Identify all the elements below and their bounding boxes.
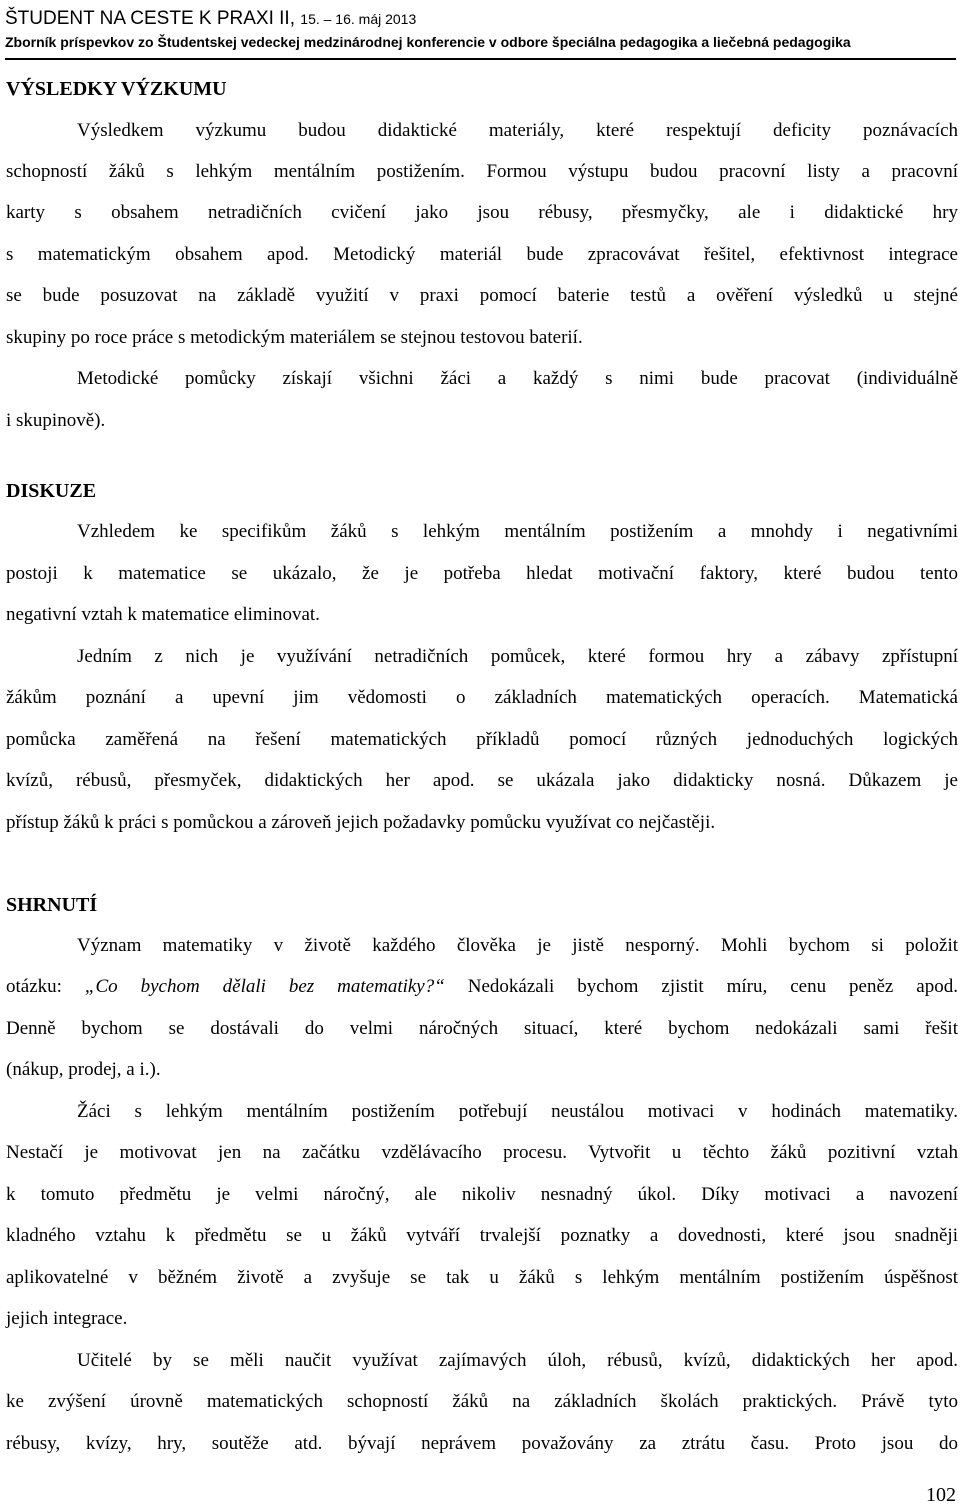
header-rule <box>5 58 956 60</box>
header-subtitle: Zborník príspevkov zo Študentskej vedeckej medzinárodnej konferencie v odbore špeciálna pedagogika a liečebná pedagogika <box>5 34 851 50</box>
paragraph-line: postoji k matematice se ukázalo, že je potřeba hledat motivační faktory, které budou tento <box>6 563 958 584</box>
paragraph-line: k tomuto předmětu je velmi náročný, ale nikoliv nesnadný úkol. Díky motivaci a navození <box>6 1184 958 1205</box>
section-heading-vysledky: VÝSLEDKY VÝZKUMU <box>6 78 227 100</box>
paragraph-line: přístup žáků k práci s pomůckou a zároveň jejich požadavky pomůcku využívat co nejčastěji. <box>6 812 716 833</box>
paragraph-line: jejich integrace. <box>6 1308 128 1329</box>
text-span: Metodický materiál bude zpracovávat řešitel, efektivnost integrace <box>308 244 958 265</box>
text-span: otázku: <box>6 976 85 997</box>
paragraph-line: žákům poznání a upevní jim vědomosti o základních matematických operacích. Matematická <box>6 687 958 708</box>
paragraph-line: Význam matematiky v životě každého člověka je jistě nesporný. Mohli bychom si položit <box>77 935 958 956</box>
paragraph-line: Denně bychom se dostávali do velmi náročných situací, které bychom nedokázali sami řešit <box>6 1018 958 1039</box>
paragraph-line <box>6 159 958 185</box>
page-number: 102 <box>926 1484 956 1506</box>
header-title <box>5 6 956 32</box>
paragraph-line: pomůcka zaměřená na řešení matematických příkladů pomocí různých jednoduchých logických <box>6 729 958 750</box>
conference-date: 15. – 16. máj 2013 <box>300 11 417 27</box>
text-span: s matematickým obsahem apod. <box>6 244 309 265</box>
text-span: Formou výstupu budou pracovní listy a pracovní <box>464 161 958 182</box>
quoted-question: „Co bychom dělali bez matematiky?“ <box>84 976 445 997</box>
section-heading-shrnuti: SHRNUTÍ <box>6 894 98 916</box>
conference-title: ŠTUDENT NA CESTE K PRAXI II, <box>5 8 295 29</box>
paragraph-line: negativní vztah k matematice eliminovat. <box>6 604 320 625</box>
paragraph-line <box>6 974 958 1000</box>
paragraph-line: Učitelé by se měli naučit využívat zajímavých úloh, rébusů, kvízů, didaktických her apod. <box>77 1350 958 1371</box>
paragraph-line: Nestačí je motivovat jen na začátku vzdělávacího procesu. Vytvořit u těchto žáků pozitivní vztah <box>6 1142 958 1163</box>
running-header <box>5 6 956 52</box>
text-span: schopností žáků s lehkým mentálním postižením. <box>6 161 465 182</box>
paragraph-line: ke zvýšení úrovně matematických schopností žáků na základních školách praktických. Právě tyto <box>6 1391 958 1412</box>
paragraph-line: Žáci s lehkým mentálním postižením potřebují neustálou motivaci v hodinách matematiky. <box>77 1101 958 1122</box>
paragraph-line: kladného vztahu k předmětu se u žáků vytváří trvalejší poznatky a dovednosti, které jsou snadněji <box>6 1225 958 1246</box>
paragraph-line: (nákup, prodej, a i.). <box>6 1059 161 1080</box>
paragraph-line: karty s obsahem netradičních cvičení jako jsou rébusy, přesmyčky, ale i didaktické hry <box>6 202 958 223</box>
section-heading-diskuze: DISKUZE <box>6 480 97 502</box>
paragraph-line: Jedním z nich je využívání netradičních pomůcek, které formou hry a zábavy zpřístupní <box>77 646 958 667</box>
paragraph-line: Vzhledem ke specifikům žáků s lehkým mentálním postižením a mnohdy i negativními <box>77 521 958 542</box>
paragraph-line: kvízů, rébusů, přesmyček, didaktických her apod. se ukázala jako didakticky nosná. Důkazem je <box>6 770 958 791</box>
paragraph-line: i skupinově). <box>6 410 106 431</box>
paragraph-line: Metodické pomůcky získají všichni žáci a každý s nimi bude pracovat (individuálně <box>77 368 958 389</box>
paragraph-line: rébusy, kvízy, hry, soutěže atd. bývají neprávem považovány za ztrátu času. Proto jsou do <box>6 1433 958 1454</box>
paragraph-line: aplikovatelné v běžném životě a zvyšuje se tak u žáků s lehkým mentálním postižením úspěšnost <box>6 1267 958 1288</box>
paragraph-line: Výsledkem výzkumu budou didaktické materiály, které respektují deficity poznávacích <box>77 120 958 141</box>
text-span: Nedokázali bychom zjistit míru, cenu peněz apod. <box>444 976 958 997</box>
paragraph-line: skupiny po roce práce s metodickým materiálem se stejnou testovou baterií. <box>6 327 583 348</box>
paragraph-line: se bude posuzovat na základě využití v praxi pomocí baterie testů a ověření výsledků u stejné <box>6 285 958 306</box>
paragraph-line <box>6 242 958 268</box>
